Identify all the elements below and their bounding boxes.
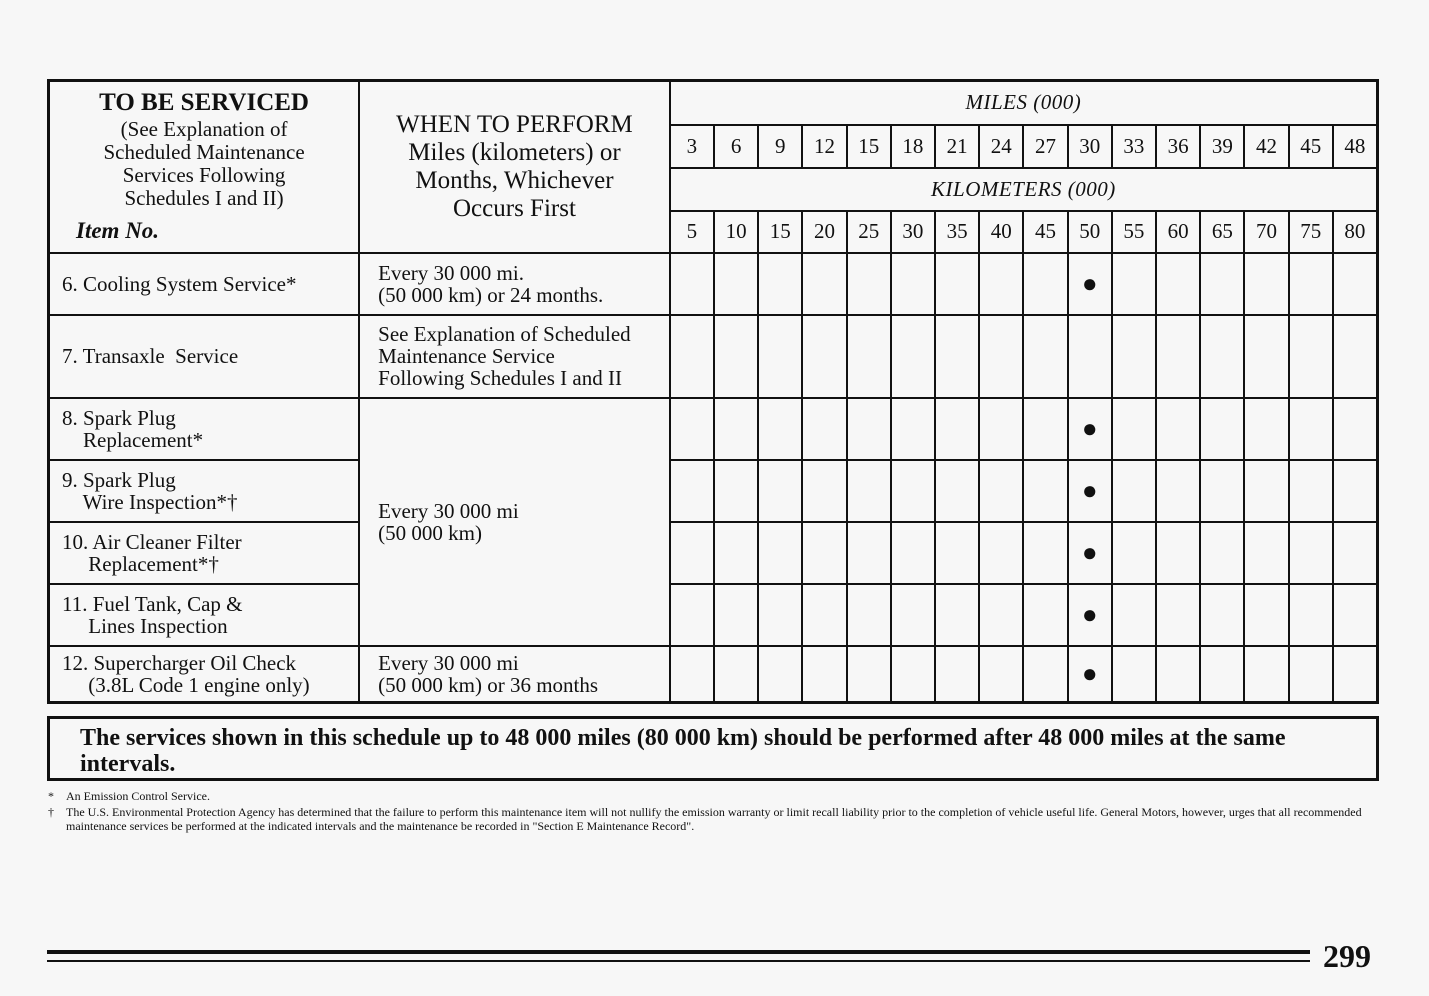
service-item: 9. Spark Plug Wire Inspection*† [49,460,360,522]
schedule-cell [802,646,846,703]
schedule-cell [758,584,802,646]
schedule-cell [979,315,1023,398]
schedule-cell [979,398,1023,460]
service-item: 7. Transaxle Service [49,315,360,398]
service-mark: ● [1081,475,1098,505]
miles-interval: 6 [714,125,758,168]
schedule-cell [935,460,979,522]
kilometers-interval: 15 [758,211,802,253]
schedule-cell [1112,460,1156,522]
miles-interval: 33 [1112,125,1156,168]
schedule-cell [891,584,935,646]
schedule-cell [714,398,758,460]
schedule-cell [758,315,802,398]
footer-rule-thin [47,960,1310,962]
schedule-note [47,716,1379,781]
schedule-cell [847,584,891,646]
schedule-cell [670,460,714,522]
schedule-cell [1068,398,1112,460]
miles-interval: 3 [670,125,714,168]
service-item: 8. Spark Plug Replacement* [49,398,360,460]
schedule-cell [1289,584,1333,646]
schedule-cell [1244,398,1288,460]
schedule-cell [1244,315,1288,398]
schedule-cell [802,522,846,584]
schedule-cell [935,315,979,398]
kilometers-interval: 35 [935,211,979,253]
schedule-cell [802,253,846,315]
schedule-cell [1068,253,1112,315]
miles-interval: 48 [1333,125,1378,168]
schedule-cell [1289,315,1333,398]
page-number: 299 [1323,938,1371,974]
schedule-cell [670,646,714,703]
schedule-cell [1156,522,1200,584]
miles-interval: 36 [1156,125,1200,168]
schedule-cell [1244,646,1288,703]
schedule-note-text: The services shown in this schedule up to 48 000 miles (80 000 km) should be performed after 48 000 miles at the same intervals. [80,725,1286,777]
schedule-cell [758,522,802,584]
schedule-row [49,584,1378,646]
schedule-cell [891,460,935,522]
kilometers-interval: 10 [714,211,758,253]
schedule-cell [1289,460,1333,522]
schedule-cell [935,398,979,460]
kilometers-interval: 70 [1244,211,1288,253]
schedule-cell [1244,253,1288,315]
schedule-cell [802,398,846,460]
service-item: 12. Supercharger Oil Check (3.8L Code 1 engine only) [49,646,360,703]
schedule-cell [1023,522,1067,584]
schedule-cell [758,398,802,460]
schedule-cell [935,584,979,646]
schedule-cell [1023,646,1067,703]
when-to-perform-header: WHEN TO PERFORM Miles (kilometers) or Months, Whichever Occurs First [359,81,670,253]
schedule-cell [1156,253,1200,315]
schedule-cell [1200,646,1244,703]
maintenance-schedule-table [47,79,1379,704]
kilometers-interval: 80 [1333,211,1378,253]
schedule-cell [714,253,758,315]
footnote-emission [48,789,1378,803]
schedule-cell [1333,398,1378,460]
schedule-cell [1068,315,1112,398]
schedule-cell [935,522,979,584]
footnote-symbol: † [48,805,54,819]
kilometers-interval: 60 [1156,211,1200,253]
to-be-serviced-subtitle: (See Explanation of Scheduled Maintenance Services Following Schedules I and II) [103,117,305,210]
schedule-cell [979,253,1023,315]
schedule-cell [891,522,935,584]
schedule-cell [1112,646,1156,703]
service-mark: ● [1081,599,1098,629]
schedule-cell [1068,460,1112,522]
schedule-cell [1333,315,1378,398]
schedule-cell [1023,584,1067,646]
schedule-row [49,522,1378,584]
schedule-cell [1289,398,1333,460]
miles-interval: 12 [802,125,846,168]
schedule-cell [935,646,979,703]
miles-interval: 39 [1200,125,1244,168]
schedule-cell [1200,315,1244,398]
schedule-cell [670,522,714,584]
schedule-cell [758,460,802,522]
miles-interval: 45 [1289,125,1333,168]
schedule-row [49,253,1378,315]
schedule-cell [1068,584,1112,646]
schedule-cell [847,460,891,522]
kilometers-interval: 20 [802,211,846,253]
schedule-cell [1112,315,1156,398]
kilometers-interval: 55 [1112,211,1156,253]
schedule-cell [979,522,1023,584]
miles-interval: 21 [935,125,979,168]
footer-rule-thick [47,950,1310,954]
kilometers-interval: 30 [891,211,935,253]
schedule-cell [1112,522,1156,584]
service-interval: Every 30 000 mi (50 000 km) [359,398,670,646]
miles-header: MILES (000) [670,81,1378,125]
schedule-cell [670,398,714,460]
schedule-cell [979,584,1023,646]
schedule-cell [802,584,846,646]
schedule-cell [1023,460,1067,522]
schedule-cell [1200,398,1244,460]
schedule-cell [847,646,891,703]
schedule-cell [1156,315,1200,398]
schedule-cell [1112,584,1156,646]
schedule-cell [714,584,758,646]
schedule-cell [1289,253,1333,315]
service-item: 11. Fuel Tank, Cap & Lines Inspection [49,584,360,646]
schedule-row [49,398,1378,460]
miles-interval: 15 [847,125,891,168]
to-be-serviced-title: TO BE SERVICED [99,89,309,116]
schedule-cell [802,460,846,522]
schedule-cell [670,315,714,398]
schedule-cell [847,253,891,315]
schedule-cell [1333,253,1378,315]
kilometers-interval: 50 [1068,211,1112,253]
schedule-cell [802,315,846,398]
schedule-cell [979,646,1023,703]
schedule-cell [1156,460,1200,522]
service-interval: Every 30 000 mi (50 000 km) or 36 months [359,646,670,703]
footnotes [48,789,1378,835]
schedule-cell [891,398,935,460]
schedule-row [49,460,1378,522]
schedule-cell [1023,315,1067,398]
schedule-cell [891,646,935,703]
schedule-cell [670,584,714,646]
schedule-cell [1112,398,1156,460]
footnote-symbol: * [48,789,54,803]
schedule-cell [1156,398,1200,460]
schedule-cell [1289,522,1333,584]
schedule-cell [1244,522,1288,584]
miles-interval: 42 [1244,125,1288,168]
schedule-row [49,646,1378,703]
service-interval: See Explanation of Scheduled Maintenance Service Following Schedules I and II [359,315,670,398]
schedule-cell [1244,460,1288,522]
schedule-cell [1200,460,1244,522]
schedule-cell [1200,584,1244,646]
kilometers-interval: 45 [1023,211,1067,253]
service-mark: ● [1081,413,1098,443]
schedule-cell [1156,646,1200,703]
schedule-cell [1200,253,1244,315]
miles-interval: 24 [979,125,1023,168]
schedule-cell [1333,646,1378,703]
kilometers-interval: 75 [1289,211,1333,253]
to-be-serviced-header [49,81,360,253]
service-item: 10. Air Cleaner Filter Replacement*† [49,522,360,584]
schedule-cell [979,460,1023,522]
service-mark: ● [1081,268,1098,298]
schedule-cell [1333,522,1378,584]
item-no-label: Item No. [76,217,160,243]
miles-interval: 9 [758,125,802,168]
header-row [49,81,1378,125]
schedule-cell [670,253,714,315]
schedule-cell [758,646,802,703]
schedule-cell [935,253,979,315]
miles-interval: 27 [1023,125,1067,168]
kilometers-header: KILOMETERS (000) [670,168,1378,211]
service-mark: ● [1081,537,1098,567]
kilometers-interval: 25 [847,211,891,253]
schedule-cell [1023,398,1067,460]
schedule-cell [891,253,935,315]
schedule-cell [1068,646,1112,703]
miles-interval: 18 [891,125,935,168]
footnote-text: The U.S. Environmental Protection Agency has determined that the failure to perform this maintenance item will not nullify the emission warranty or limit recall liability prior to the completion of vehicle useful life. General Motors, however, urges that all recommended maintenance services be performed at the indicated intervals and the maintenance be recorded in "Section E Maintenance Record". [66,805,1362,833]
schedule-cell [714,315,758,398]
schedule-cell [891,315,935,398]
schedule-cell [847,398,891,460]
service-item: 6. Cooling System Service* [49,253,360,315]
schedule-cell [1023,253,1067,315]
footnote-epa [48,805,1378,833]
service-mark: ● [1081,658,1098,688]
schedule-cell [1068,522,1112,584]
miles-interval: 30 [1068,125,1112,168]
schedule-cell [714,460,758,522]
schedule-cell [1112,253,1156,315]
kilometers-interval: 40 [979,211,1023,253]
schedule-cell [1156,584,1200,646]
service-interval: Every 30 000 mi. (50 000 km) or 24 months. [359,253,670,315]
schedule-cell [847,315,891,398]
schedule-row [49,315,1378,398]
kilometers-interval: 5 [670,211,714,253]
schedule-cell [758,253,802,315]
schedule-cell [714,646,758,703]
kilometers-interval: 65 [1200,211,1244,253]
schedule-cell [714,522,758,584]
schedule-cell [847,522,891,584]
schedule-cell [1333,460,1378,522]
schedule-cell [1200,522,1244,584]
schedule-cell [1333,584,1378,646]
footnote-text: An Emission Control Service. [66,789,210,803]
schedule-cell [1289,646,1333,703]
schedule-cell [1244,584,1288,646]
